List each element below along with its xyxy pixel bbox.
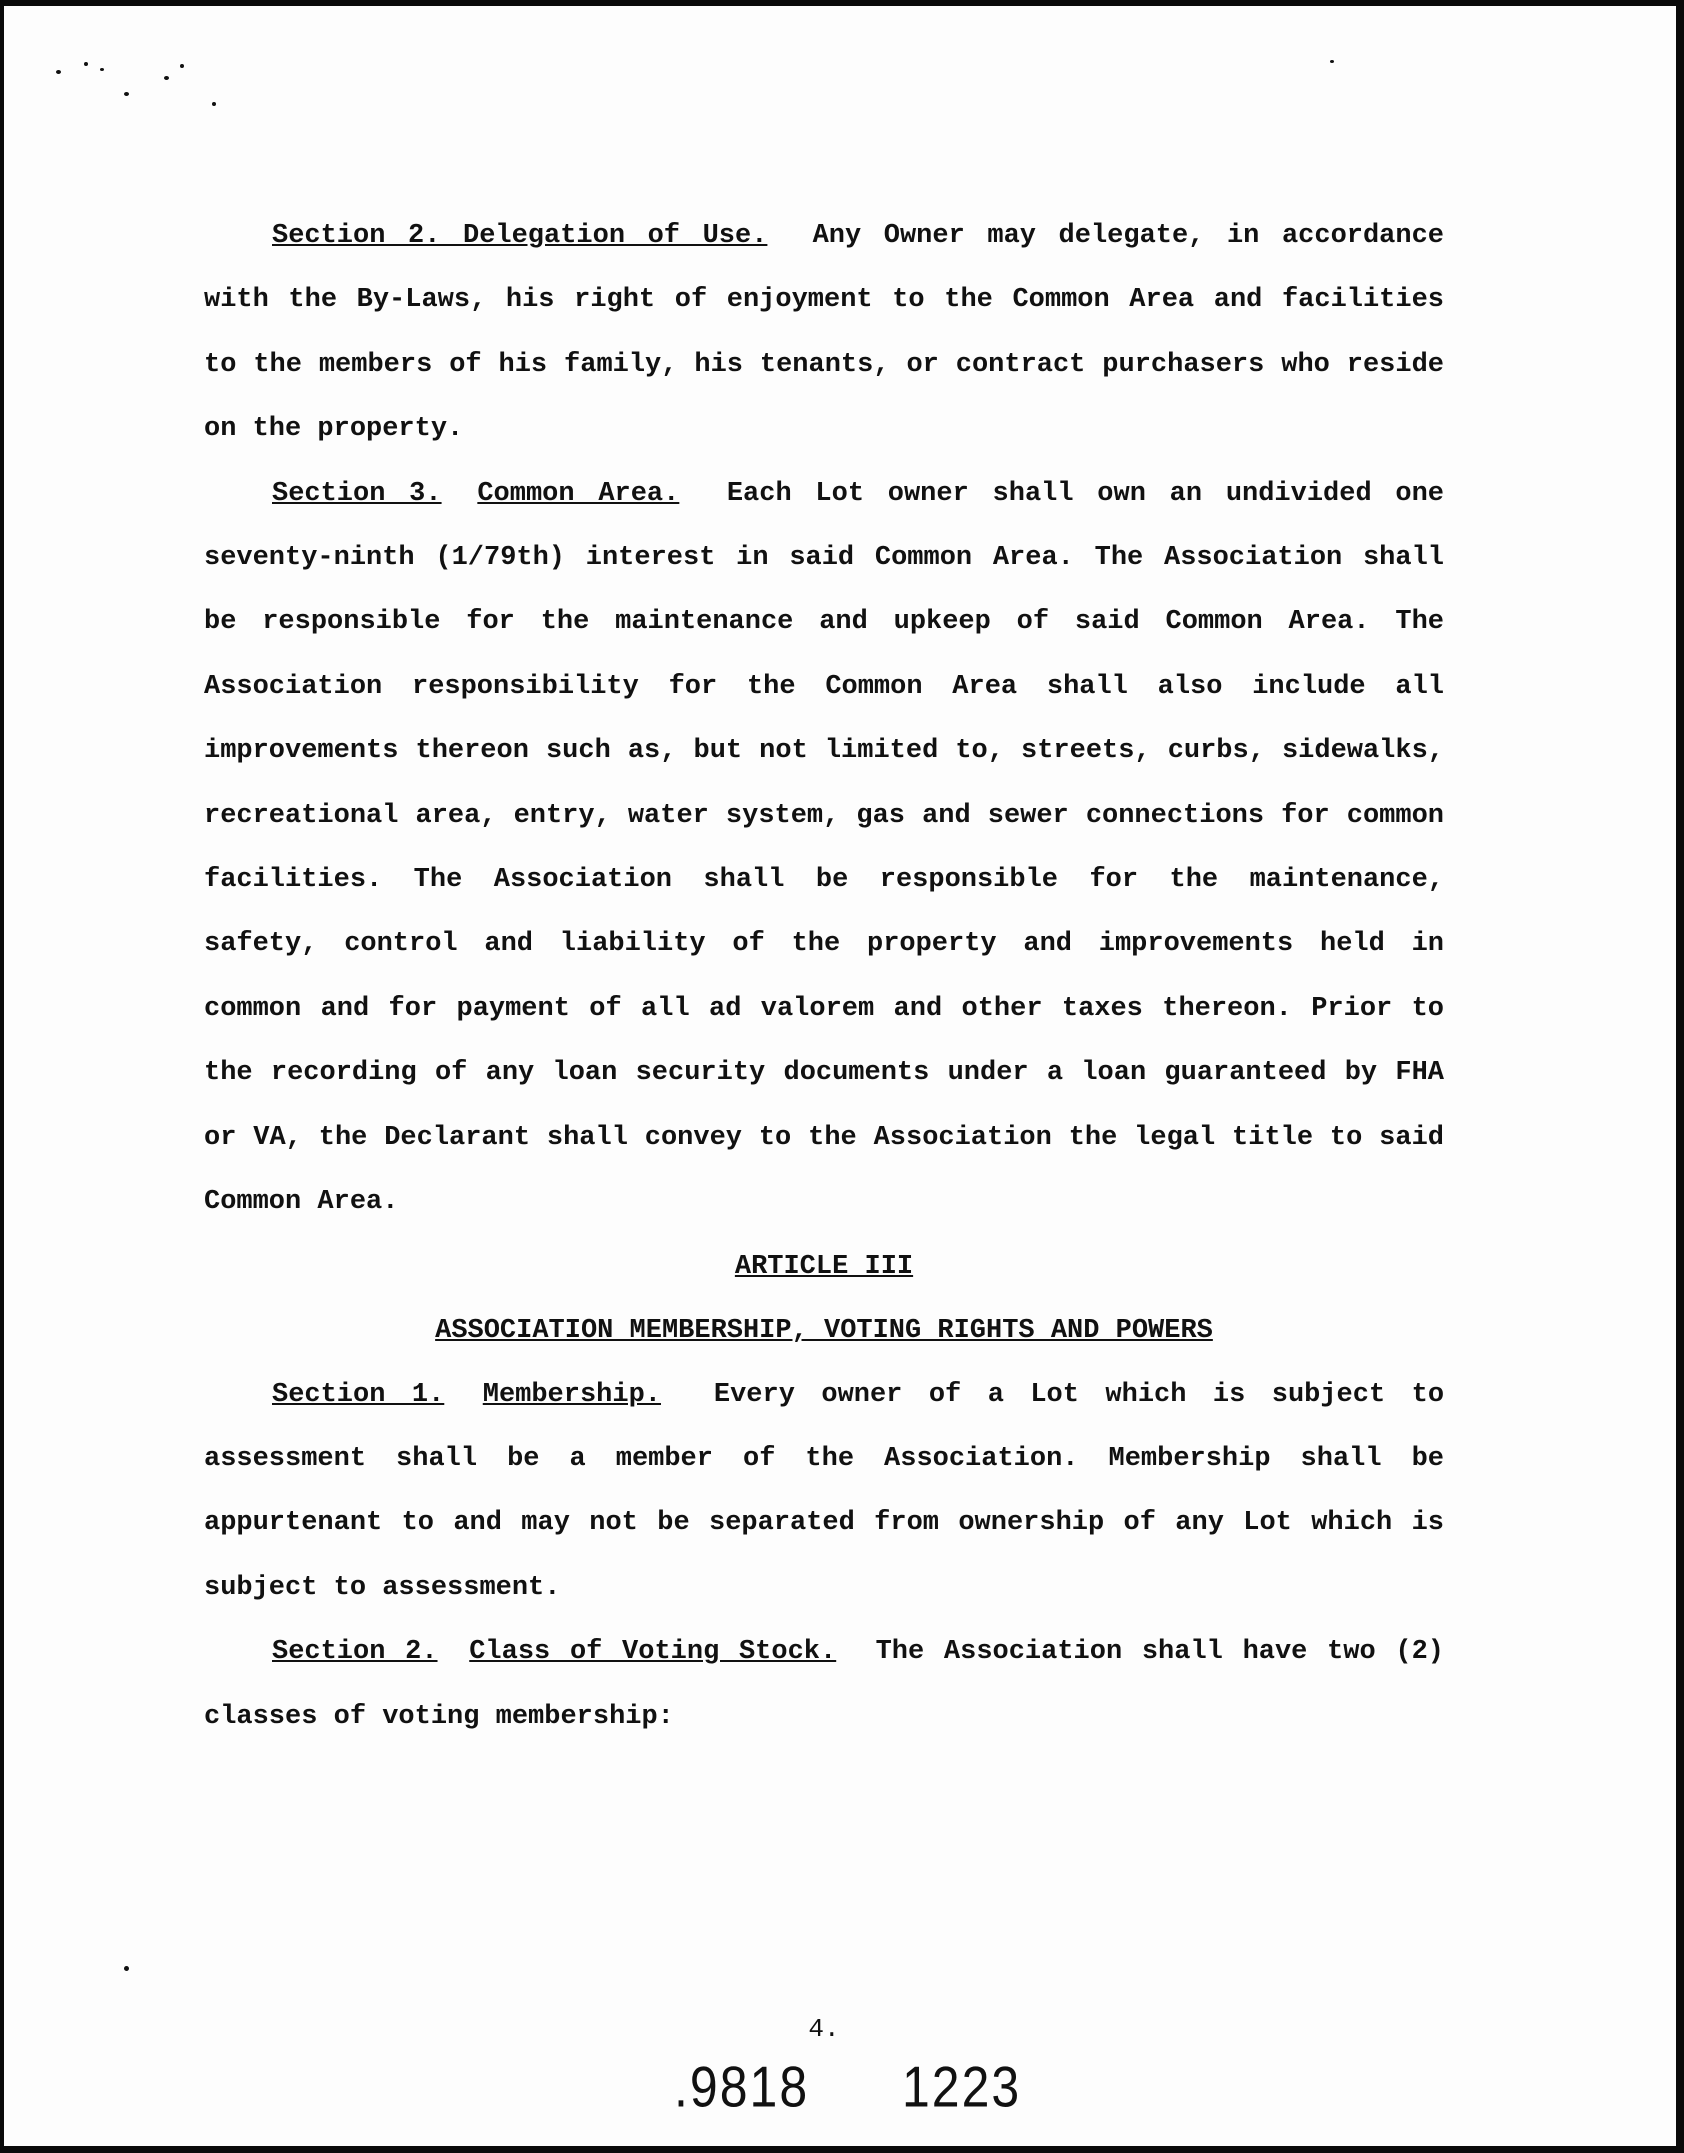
scan-speck [180, 64, 184, 68]
section-delegation-of-use [204, 204, 1444, 462]
section-heading: Section 1. [272, 1379, 445, 1410]
document-body [204, 204, 1444, 1749]
scan-speck [1330, 60, 1334, 63]
section-heading-title: Class of Voting Stock. [469, 1637, 837, 1668]
scan-speck [100, 68, 104, 71]
article-title: ASSOCIATION MEMBERSHIP, VOTING RIGHTS AND POWERS [435, 1315, 1213, 1346]
article-number: ARTICLE III [734, 1251, 914, 1282]
scan-speck [212, 102, 216, 106]
section-heading: Section 2. Delegation of Use. [272, 221, 768, 251]
page-number: 4. [808, 2014, 840, 2044]
section-class-of-voting-stock [204, 1620, 1444, 1749]
section-text: The Association shall have two (2) classes of voting membership: [204, 1637, 1444, 1732]
section-text: Any Owner may delegate, in accordance with the By-Laws, his right of enjoyment to the Common Area and facilities to the members of his family, his tenants, or contract purchasers who reside on the property. [204, 221, 1444, 445]
scan-speck [84, 62, 88, 66]
section-membership [204, 1363, 1444, 1621]
section-text: Every owner of a Lot which is subject to assessment shall be a member of the Association. Membership shall be appurtenant to and may not be separated from ownership of any Lot which is subject to assessment. [204, 1379, 1445, 1603]
document-stamp-number: .9818 [674, 2054, 810, 2120]
section-text: Each Lot owner shall own an undivided one seventy-ninth (1/79th) interest in said Common Area. The Association shall be responsible for the maintenance and upkeep of said Common Area. The Association responsibility for the Common Area shall also include all improvements thereon such as, but not limited to, streets, curbs, sidewalks, recreational area, entry, water system, gas and sewer connections for common facilities. The Association shall be responsible for the maintenance, safety, control and liability of the property and improvements held in common and for payment of all ad valorem and other taxes thereon. Prior to the recording of any loan security documents under a loan guaranteed by FHA or VA, the Declarant shall convey to the Association the legal title to said Common Area. [204, 478, 1445, 1218]
scan-speck [56, 70, 61, 74]
section-heading: Section 3. [272, 478, 442, 509]
scan-speck [164, 76, 169, 80]
scan-speck [124, 1966, 129, 1971]
section-heading-title: Membership. [482, 1379, 661, 1410]
scan-speck [124, 92, 129, 96]
document-stamp-number: 1223 [902, 2054, 1022, 2120]
section-common-area [204, 462, 1444, 1235]
section-heading-title: Common Area. [477, 478, 680, 509]
document-page [4, 6, 1676, 2146]
section-heading: Section 2. [272, 1637, 438, 1668]
